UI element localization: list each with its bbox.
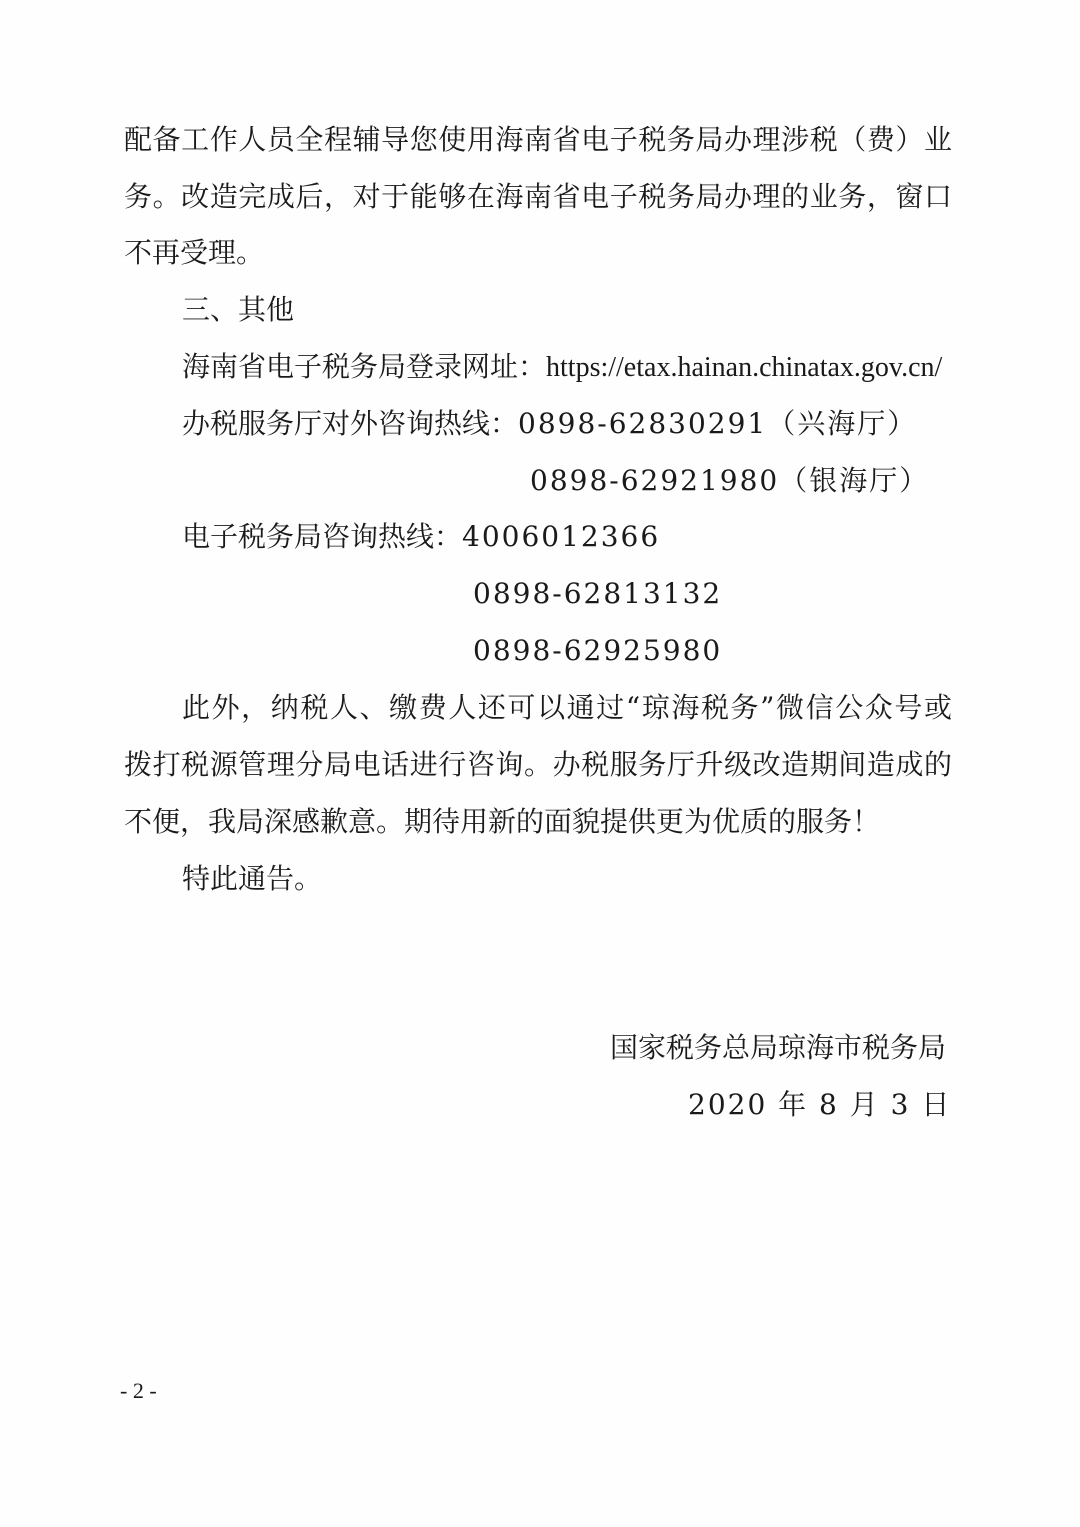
- hall-hotline-label: 办税服务厅对外咨询热线：: [182, 407, 519, 440]
- issuer-name: 国家税务总局琼海市税务局: [610, 1031, 947, 1064]
- closing-paragraph-line: 此外，纳税人、缴费人还可以通过“琼海税务”微信公众号或: [182, 691, 952, 724]
- etax-hotline-row: [182, 517, 660, 557]
- hall-hotline-row: [182, 404, 917, 444]
- hall-hotline-number: 0898-62830291（兴海厅）: [518, 407, 918, 440]
- etax-hotline-number: 0898-62925980: [473, 634, 723, 667]
- closing-paragraph-line: 拨打税源管理分局电话进行咨询。办税服务厅升级改造期间造成的: [124, 748, 952, 781]
- etax-url-link[interactable]: https://etax.hainan.chinatax.gov.cn/: [546, 352, 943, 383]
- page-number: - 2 -: [120, 1378, 157, 1403]
- closing-paragraph-line: 不便，我局深感歉意。期待用新的面貌提供更为优质的服务！: [124, 805, 881, 838]
- etax-url-row: [182, 347, 942, 388]
- etax-hotline-number: 0898-62813132: [473, 577, 723, 610]
- notice-end: 特此通告。: [182, 862, 323, 895]
- paragraph-line: 务。改造完成后，对于能够在海南省电子税务局办理的业务，窗口: [124, 180, 952, 213]
- etax-hotline-label: 电子税务局咨询热线：: [182, 520, 463, 553]
- issue-date: 2020 年 8 月 3 日: [688, 1088, 952, 1121]
- hall-hotline-number: 0898-62921980（银海厅）: [530, 464, 930, 497]
- etax-url-label: 海南省电子税务局登录网址：: [182, 350, 547, 383]
- paragraph-line: 配备工作人员全程辅导您使用海南省电子税务局办理涉税（费）业: [124, 123, 952, 156]
- paragraph-line: 不再受理。: [124, 236, 265, 269]
- etax-hotline-number: 4006012366: [462, 520, 661, 553]
- section-heading: 三、其他: [182, 293, 295, 326]
